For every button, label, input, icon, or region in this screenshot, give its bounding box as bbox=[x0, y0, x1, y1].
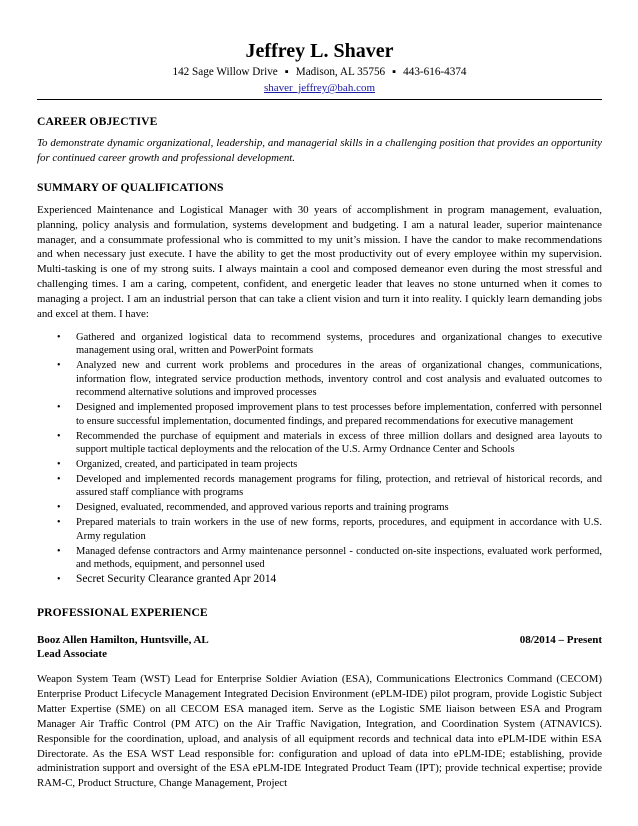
list-item-text: Designed, evaluated, recommended, and approved various reports and training programs bbox=[76, 502, 449, 514]
employer: Booz Allen Hamilton, Huntsville, AL bbox=[37, 634, 209, 646]
separator-1: ▪ bbox=[284, 66, 289, 78]
list-item-text: Recommended the purchase of equipment and materials in excess of three million dollars and designed area layouts to support multiple tactical deployments and the relocation of the U.S. Army Ordnance Center and Schools bbox=[76, 430, 602, 456]
bullet-icon: • bbox=[57, 517, 61, 529]
email-link[interactable]: shaver_jeffrey@bah.com bbox=[263, 82, 376, 94]
list-item bbox=[37, 430, 602, 457]
list-item bbox=[37, 516, 602, 543]
list-item-text: Managed defense contractors and Army maintenance personnel - conducted on-site inspections, evaluated work performed, and methods, equipment, and personnel used bbox=[76, 545, 602, 571]
bullet-icon: • bbox=[57, 574, 61, 586]
section-title-objective: CAREER OBJECTIVE bbox=[37, 115, 158, 128]
separator-2: ▪ bbox=[392, 66, 397, 78]
list-item bbox=[37, 545, 602, 572]
street-address: 142 Sage Willow Drive bbox=[172, 66, 278, 78]
list-item bbox=[37, 501, 602, 514]
phone-number: 443-616-4374 bbox=[403, 66, 467, 78]
bullet-icon: • bbox=[57, 332, 61, 343]
header-divider bbox=[37, 99, 602, 100]
job-description: Weapon System Team (WST) Lead for Enterprise Soldier Aviation (ESA), Communications Electronics Command (CECOM) Enterprise Product Lifecycle Management Integrated Decision Environment (ePLM-IDE) pilot program, provide Logistic Subject Matter Expertise (SME) on all CECOM ESA managed item. Serve as the Logistic SME liaison between ESA and Program Manager Air Traffic Control (PM ATC) on the Air Traffic Navigation, Integration, and Coordination System (ATNAVICS). Responsible for the coordination, upload, and analysis of all equipment records and technical data into ePLM-IDE within ESA Directorate. As the ESA WST Lead responsible for: configuration and upload of data into ePLM-IDE; establishing, provide administration support and oversight of the ESA ePLM-IDE Integrated Product Team (IPT); provide technical expertise; provide RAM-C, Product Structure, Change Management, Project bbox=[37, 673, 602, 790]
section-title-summary: SUMMARY OF QUALIFICATIONS bbox=[37, 181, 224, 194]
list-item-text: Analyzed new and current work problems and procedures in the areas of organizational changes, communications, information flow, integrated service production methods, inventory control and cost analysis and evaluated outcomes to recommend alternative solutions and improved processes bbox=[76, 360, 602, 399]
bullet-icon: • bbox=[57, 402, 61, 414]
summary-text: Experienced Maintenance and Logistical Manager with 30 years of accomplishment in program management, evaluation, planning, policy analysis and formulation, systems development and budgeting. I am a natural leader, superior maintenance manager, and a consummate professional who is committed to my unit’s mission. I have the candor to make recommendations and when necessary just execute. I have the ability to get the most productivity out of every employee within my supervision. Multi-tasking is one of my strong suits. I always maintain a cool and composed demeanor even during the most stressful and challenging times. I am a caring, competent, confident, and energetic leader that leaves no stone unturned when it comes to managing a project. I am an industrial person that can take a client vision and turn it into reality. I quickly learn demanding jobs and excel at them. I have: bbox=[37, 204, 602, 320]
list-item-text: Designed and implemented proposed improvement plans to test processes before implementation, conferred with personnel to ensure successful implementation, documented findings, and prepared recommendations for executive management bbox=[76, 402, 602, 427]
email-line bbox=[37, 82, 602, 95]
list-item-text: Developed and implemented records management programs for filing, protection, and retrieval of historical records, and assured staff compliance with programs bbox=[76, 474, 602, 499]
candidate-name: Jeffrey L. Shaver bbox=[245, 40, 394, 62]
list-item-text: Prepared materials to train workers in the use of new forms, reports, procedures, and equipment in accordance with U.S. Army regulation bbox=[76, 517, 602, 542]
list-item bbox=[37, 359, 602, 399]
bullet-icon: • bbox=[57, 474, 61, 486]
bullet-icon: • bbox=[57, 360, 61, 372]
job-header bbox=[37, 633, 602, 647]
city-state-zip: Madison, AL 35756 bbox=[295, 66, 386, 78]
list-item bbox=[37, 331, 602, 358]
list-item-text: Organized, created, and participated in team projects bbox=[76, 459, 298, 471]
list-item bbox=[37, 458, 602, 471]
bullet-icon: • bbox=[57, 430, 61, 442]
job-dates: 08/2014 – Present bbox=[519, 634, 602, 646]
bullet-icon: • bbox=[57, 459, 61, 471]
bullet-icon: • bbox=[57, 545, 61, 557]
contact-line bbox=[37, 66, 602, 79]
objective-text: To demonstrate dynamic organizational, leadership, and managerial skills in a challenging position that provides an opportunity for continued career growth and professional development. bbox=[37, 137, 602, 164]
list-item-text: Secret Security Clearance granted Apr 2014 bbox=[76, 573, 277, 586]
list-item bbox=[37, 473, 602, 500]
job-title: Lead Associate bbox=[37, 648, 107, 660]
section-title-experience: PROFESSIONAL EXPERIENCE bbox=[37, 606, 208, 619]
list-item bbox=[37, 573, 602, 586]
list-item-text: Gathered and organized logistical data to recommend systems, procedures and organizational changes to executive management using oral, written and PowerPoint formats bbox=[76, 332, 602, 357]
qualifications-list bbox=[37, 331, 602, 588]
bullet-icon: • bbox=[57, 502, 61, 514]
list-item bbox=[37, 401, 602, 428]
